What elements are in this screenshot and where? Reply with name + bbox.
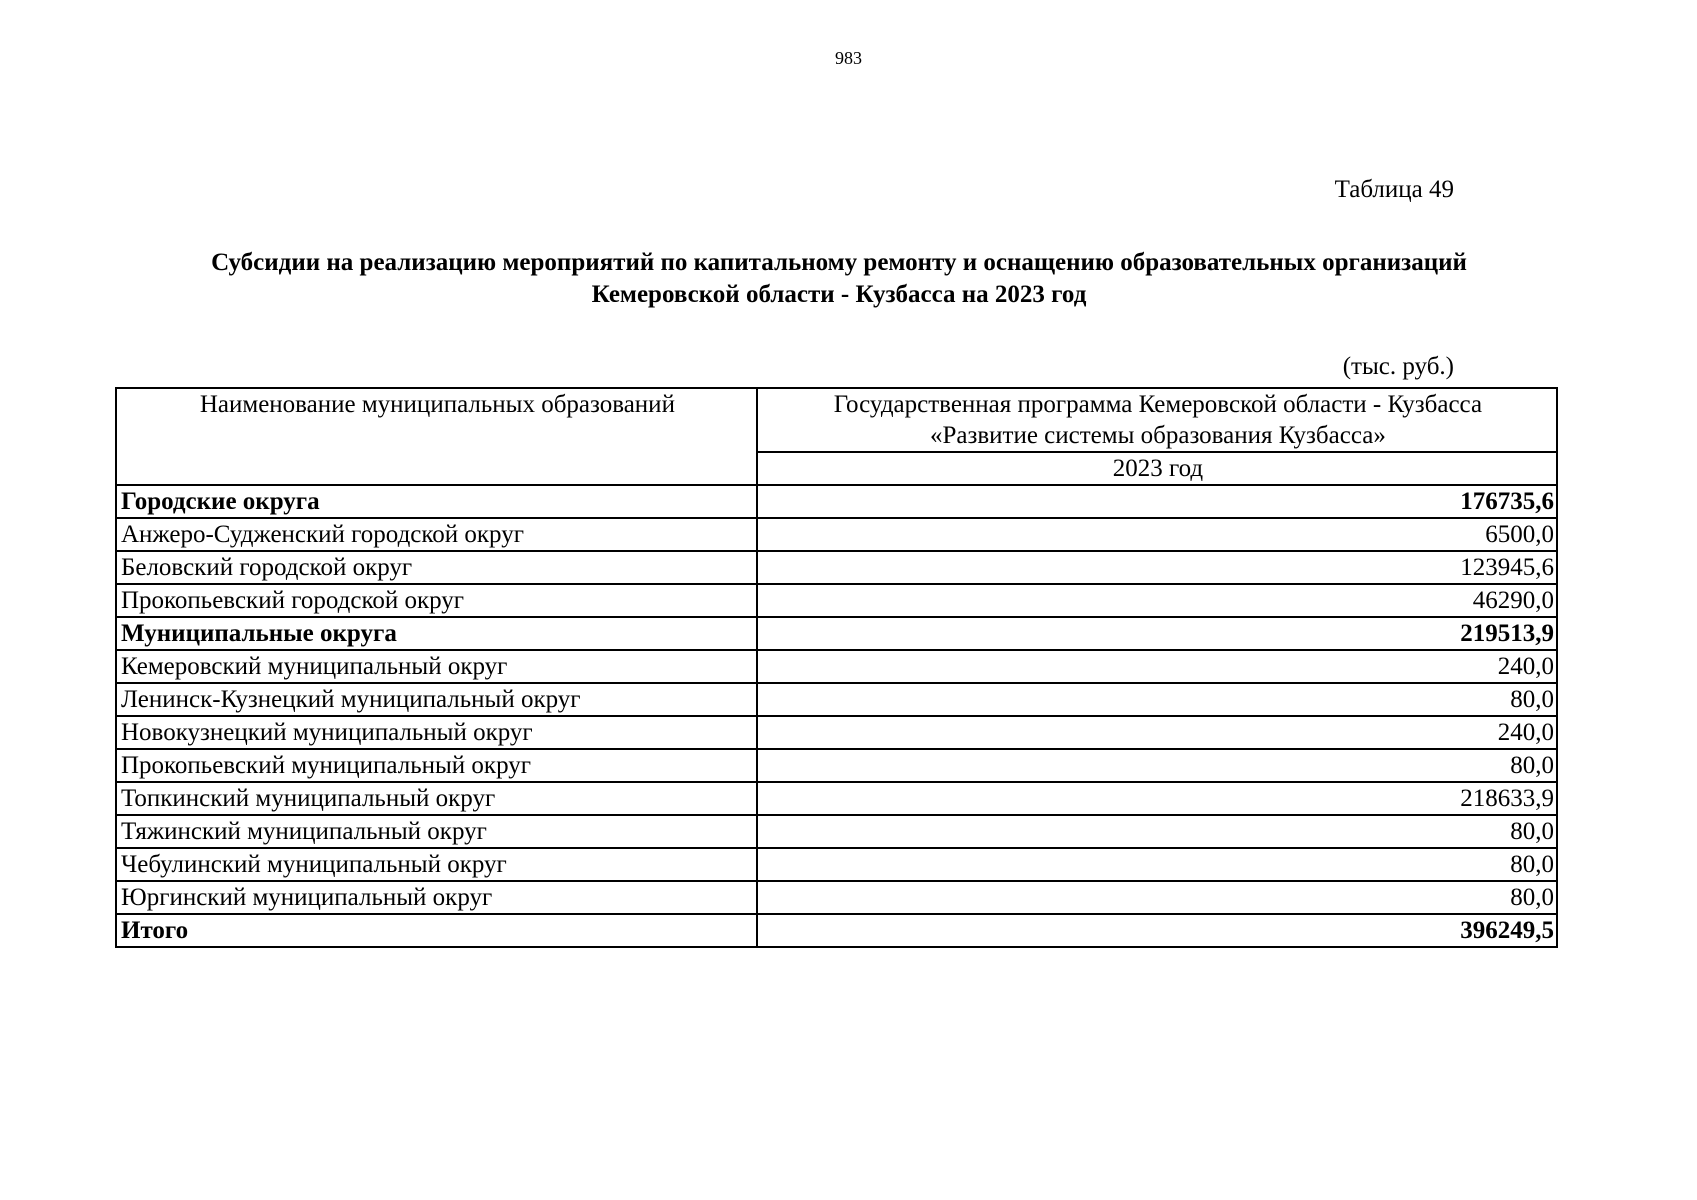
- row-name: Муниципальные округа: [116, 617, 757, 650]
- document-title: [120, 247, 1558, 311]
- row-name: Ленинск-Кузнецкий муниципальный округ: [116, 683, 757, 716]
- row-name: Прокопьевский городской округ: [116, 584, 757, 617]
- table-header-row: [116, 388, 1557, 452]
- row-name: Тяжинский муниципальный округ: [116, 815, 757, 848]
- table-row: [116, 518, 1557, 551]
- row-name: Топкинский муниципальный округ: [116, 782, 757, 815]
- row-value: 6500,0: [757, 518, 1557, 551]
- page-number: 983: [835, 48, 862, 68]
- table-row: [116, 848, 1557, 881]
- document-title-line-2: Кемеровской области - Кузбасса на 2023 год: [591, 281, 1087, 308]
- row-value: 80,0: [757, 881, 1557, 914]
- row-value: 176735,6: [757, 485, 1557, 518]
- table-row: [116, 815, 1557, 848]
- header-program-line-1: Государственная программа Кемеровской области - Кузбасса: [833, 391, 1483, 418]
- row-value: 80,0: [757, 848, 1557, 881]
- row-name: Прокопьевский муниципальный округ: [116, 749, 757, 782]
- table-row: [116, 584, 1557, 617]
- table-label: Таблица 49: [1334, 176, 1454, 203]
- table-row-group-total: [116, 617, 1557, 650]
- table-row: [116, 749, 1557, 782]
- document-title-line-1: Субсидии на реализацию мероприятий по капитальному ремонту и оснащению образовательных организаций: [211, 249, 1467, 276]
- row-name: Чебулинский муниципальный округ: [116, 848, 757, 881]
- table-row: [116, 650, 1557, 683]
- row-value: 218633,9: [757, 782, 1557, 815]
- row-value: 240,0: [757, 650, 1557, 683]
- row-value: 219513,9: [757, 617, 1557, 650]
- row-name: Анжеро-Судженский городской округ: [116, 518, 757, 551]
- row-value: 46290,0: [757, 584, 1557, 617]
- table-row: [116, 782, 1557, 815]
- row-name: Юргинский муниципальный округ: [116, 881, 757, 914]
- subsidies-table: [115, 387, 1558, 948]
- table-row-grand-total: [116, 914, 1557, 947]
- table-row: [116, 716, 1557, 749]
- row-name: Новокузнецкий муниципальный округ: [116, 716, 757, 749]
- row-name: Кемеровский муниципальный округ: [116, 650, 757, 683]
- row-name: Итого: [116, 914, 757, 947]
- header-program-line-2: «Развитие системы образования Кузбасса»: [929, 422, 1386, 449]
- row-value: 123945,6: [757, 551, 1557, 584]
- row-value: 396249,5: [757, 914, 1557, 947]
- table-row-group-total: [116, 485, 1557, 518]
- header-year: 2023 год: [757, 452, 1557, 485]
- row-value: 240,0: [757, 716, 1557, 749]
- row-name: Беловский городской округ: [116, 551, 757, 584]
- table-row: [116, 683, 1557, 716]
- units-note: (тыс. руб.): [1342, 353, 1454, 380]
- row-name: Городские округа: [116, 485, 757, 518]
- row-value: 80,0: [757, 683, 1557, 716]
- table-row: [116, 551, 1557, 584]
- row-value: 80,0: [757, 815, 1557, 848]
- header-municipality-name: Наименование муниципальных образований: [116, 388, 757, 485]
- header-program: [757, 388, 1557, 452]
- row-value: 80,0: [757, 749, 1557, 782]
- table-row: [116, 881, 1557, 914]
